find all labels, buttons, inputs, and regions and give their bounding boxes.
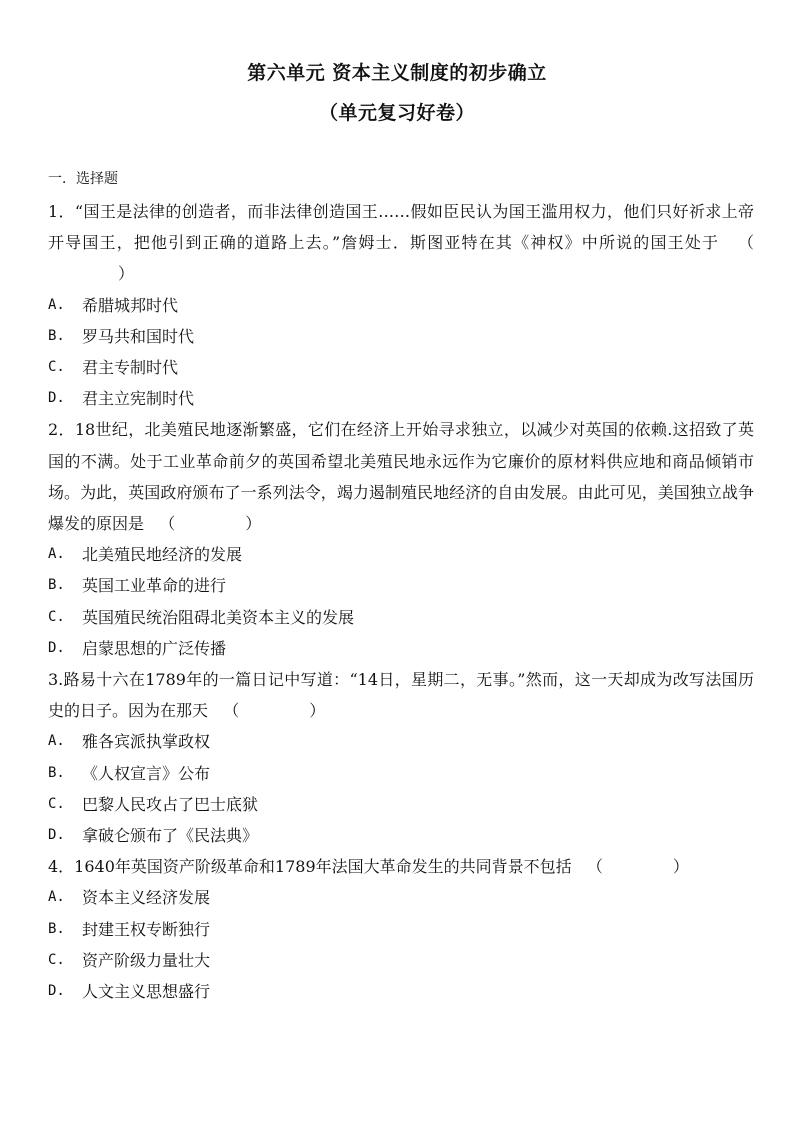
option-a[interactable]: A. 北美殖民地经济的发展 [48, 545, 243, 565]
answer-blank-close: ） [309, 701, 326, 721]
option-a[interactable]: A. 资本主义经济发展 [48, 888, 211, 908]
page-title: 第六单元 资本主义制度的初步确立 [247, 62, 547, 84]
option-c[interactable]: C. 巴黎人民攻占了巴士底狱 [48, 794, 259, 814]
question-1 [48, 196, 754, 414]
question-2 [48, 414, 754, 664]
question-stem: 2．18世纪，北美殖民地逐渐繁盛，它们在经济上开始寻求独立，以减少对英国的依赖.这招致了英国的不满。处于工业革命前夕的英国希望北美殖民地永远作为它廉价的原材料供应地和商品倾销市场。为此，英国政府颁布了一系列法令，竭力遏制殖民地经济的自由发展。由此可见，美国独立战争爆发的原因是 （ ） [48, 420, 754, 534]
answer-blank-open: （ [586, 857, 603, 877]
section-label: 一．选择题 [48, 171, 118, 187]
answer-blank-close: ） [245, 514, 262, 534]
question-list [48, 196, 754, 1007]
question-stem: 4．1640年英国资产阶级革命和1789年法国大革命发生的共同背景不包括 （ ） [48, 857, 689, 877]
question-stem: 1．“国王是法律的创造者，而非法律创造国王……假如臣民认为国王滥用权力，他们只好祈求上帝开导国王，把他引到正确的道路上去。”詹姆士．斯图亚特在其《神权》中所说的国王处于 （） [48, 202, 754, 284]
question-4 [48, 851, 754, 1007]
option-b[interactable]: B. 封建王权专断独行 [48, 919, 211, 939]
option-a[interactable]: A. 希腊城邦时代 [48, 295, 179, 315]
option-d[interactable]: D. 启蒙思想的广泛传播 [48, 638, 227, 658]
page-subtitle: （单元复习好卷） [318, 102, 475, 124]
answer-blank-close: ） [672, 857, 689, 877]
answer-blank-close: ） [118, 264, 135, 284]
option-a[interactable]: A. 雅各宾派执掌政权 [48, 732, 211, 752]
answer-blank-open: （ [159, 514, 176, 534]
option-b[interactable]: B. 《人权宣言》公布 [48, 763, 211, 783]
question-stem: 3.路易十六在1789年的一篇日记中写道：“14日，星期二，无事。”然而，这一天却成为改写法国历史的日子。因为在那天 （ ） [48, 670, 754, 721]
option-d[interactable]: D. 君主立宪制时代 [48, 389, 195, 409]
option-c[interactable]: C. 资产阶级力量壮大 [48, 950, 211, 970]
question-3 [48, 664, 754, 851]
option-b[interactable]: B. 罗马共和国时代 [48, 326, 195, 346]
answer-blank-open: （ [223, 701, 240, 721]
option-d[interactable]: D. 拿破仑颁布了《民法典》 [48, 826, 259, 846]
option-b[interactable]: B. 英国工业革命的进行 [48, 576, 227, 596]
option-c[interactable]: C. 英国殖民统治阻碍北美资本主义的发展 [48, 607, 355, 627]
option-d[interactable]: D. 人文主义思想盛行 [48, 982, 211, 1002]
answer-blank-open: （ [737, 233, 754, 253]
option-c[interactable]: C. 君主专制时代 [48, 358, 179, 378]
